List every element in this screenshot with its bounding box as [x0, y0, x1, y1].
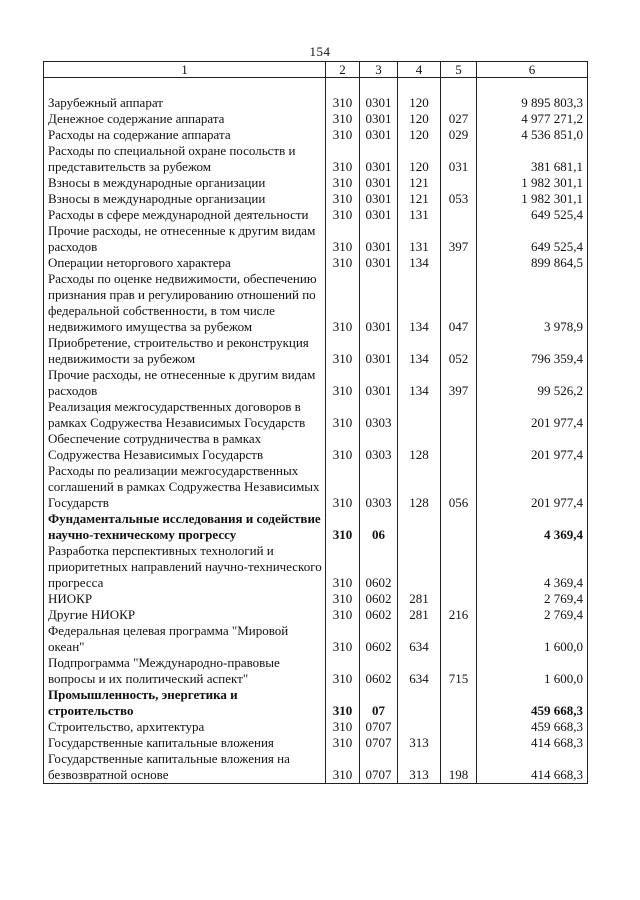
row-code-target: 120: [398, 95, 441, 111]
row-code-expense: [441, 687, 477, 719]
row-amount: 2 769,4: [477, 607, 588, 623]
row-amount: 9 895 803,3: [477, 95, 588, 111]
table-row: [44, 719, 588, 735]
row-amount: 459 668,3: [477, 687, 588, 719]
row-code-expense: [441, 399, 477, 431]
row-amount: 414 668,3: [477, 735, 588, 751]
table-row: [44, 223, 588, 255]
row-name: Федеральная целевая программа "Мировой океан": [44, 623, 326, 655]
row-code-section: 0707: [360, 735, 398, 751]
row-name: НИОКР: [44, 591, 326, 607]
table-row: [44, 255, 588, 271]
row-code-chapter: 310: [326, 591, 360, 607]
table-row: [44, 143, 588, 175]
row-name: Расходы на содержание аппарата: [44, 127, 326, 143]
row-code-section: 0602: [360, 623, 398, 655]
row-code-chapter: 310: [326, 223, 360, 255]
row-code-target: 121: [398, 175, 441, 191]
row-code-section: 0301: [360, 111, 398, 127]
row-name: Приобретение, строительство и реконструкция недвижимости за рубежом: [44, 335, 326, 367]
row-code-section: 0301: [360, 207, 398, 223]
row-name: Операции неторгового характера: [44, 255, 326, 271]
row-code-expense: 397: [441, 223, 477, 255]
row-code-expense: [441, 255, 477, 271]
row-code-section: 0301: [360, 367, 398, 399]
row-code-chapter: 310: [326, 751, 360, 784]
table-row: [44, 511, 588, 543]
row-amount: 649 525,4: [477, 207, 588, 223]
table-row: [44, 367, 588, 399]
row-amount: 201 977,4: [477, 399, 588, 431]
row-code-target: 121: [398, 191, 441, 207]
row-code-chapter: 310: [326, 431, 360, 463]
row-code-expense: [441, 719, 477, 735]
row-code-target: 131: [398, 223, 441, 255]
row-code-chapter: 310: [326, 127, 360, 143]
row-code-target: 634: [398, 623, 441, 655]
row-code-chapter: 310: [326, 463, 360, 511]
column-header-row: [44, 62, 588, 78]
row-code-expense: [441, 543, 477, 591]
row-code-section: 0602: [360, 607, 398, 623]
row-amount: 99 526,2: [477, 367, 588, 399]
row-code-chapter: 310: [326, 271, 360, 335]
row-code-section: 0303: [360, 463, 398, 511]
row-amount: 4 369,4: [477, 543, 588, 591]
row-amount: 899 864,5: [477, 255, 588, 271]
row-name: Фундаментальные исследования и содействие научно-техническому прогрессу: [44, 511, 326, 543]
row-code-target: 134: [398, 335, 441, 367]
row-code-section: 0301: [360, 143, 398, 175]
row-code-chapter: 310: [326, 207, 360, 223]
row-amount: 201 977,4: [477, 463, 588, 511]
row-code-expense: 029: [441, 127, 477, 143]
row-code-section: 0301: [360, 335, 398, 367]
row-code-chapter: 310: [326, 143, 360, 175]
row-code-chapter: 310: [326, 95, 360, 111]
row-code-expense: 056: [441, 463, 477, 511]
row-code-expense: 397: [441, 367, 477, 399]
row-code-target: 634: [398, 655, 441, 687]
table-row: [44, 399, 588, 431]
row-code-target: [398, 687, 441, 719]
row-code-chapter: 310: [326, 735, 360, 751]
row-code-expense: [441, 175, 477, 191]
row-name: Подпрограмма "Международно-правовые вопросы и их политический аспект": [44, 655, 326, 687]
row-name: Разработка перспективных технологий и приоритетных направлений научно-технического прогресса: [44, 543, 326, 591]
column-header: 4: [398, 62, 441, 78]
row-amount: 201 977,4: [477, 431, 588, 463]
row-code-section: 0602: [360, 655, 398, 687]
row-code-section: 0303: [360, 431, 398, 463]
row-code-expense: 027: [441, 111, 477, 127]
row-code-section: 06: [360, 511, 398, 543]
table-row: [44, 111, 588, 127]
row-code-section: 0301: [360, 95, 398, 111]
row-code-chapter: 310: [326, 191, 360, 207]
table-row: [44, 127, 588, 143]
row-code-chapter: 310: [326, 335, 360, 367]
row-name: Расходы в сфере международной деятельности: [44, 207, 326, 223]
row-code-target: 128: [398, 431, 441, 463]
row-code-target: 134: [398, 367, 441, 399]
row-name: Расходы по реализации межгосударственных соглашений в рамках Содружества Независимых Государств: [44, 463, 326, 511]
table-row: [44, 207, 588, 223]
row-code-chapter: 310: [326, 255, 360, 271]
budget-table: [43, 61, 588, 784]
row-name: Государственные капитальные вложения: [44, 735, 326, 751]
row-name: Взносы в международные организации: [44, 191, 326, 207]
spacer-row: [44, 78, 588, 96]
row-code-chapter: 310: [326, 543, 360, 591]
row-amount: 1 982 301,1: [477, 175, 588, 191]
table-row: [44, 751, 588, 784]
row-code-target: 134: [398, 271, 441, 335]
row-code-target: 128: [398, 463, 441, 511]
table-row: [44, 543, 588, 591]
row-name: Расходы по оценке недвижимости, обеспечению признания прав и регулированию отношений по федеральной собственности, в том числе недвижимого имущества за рубежом: [44, 271, 326, 335]
row-code-expense: 052: [441, 335, 477, 367]
table-row: [44, 191, 588, 207]
table-row: [44, 591, 588, 607]
row-amount: 381 681,1: [477, 143, 588, 175]
row-code-expense: 198: [441, 751, 477, 784]
row-amount: 1 600,0: [477, 623, 588, 655]
page-number: 154: [309, 44, 331, 59]
table-row: [44, 623, 588, 655]
row-code-expense: 053: [441, 191, 477, 207]
row-amount: 796 359,4: [477, 335, 588, 367]
column-header: 5: [441, 62, 477, 78]
row-amount: 459 668,3: [477, 719, 588, 735]
row-name: Прочие расходы, не отнесенные к другим видам расходов: [44, 367, 326, 399]
table-row: [44, 431, 588, 463]
row-code-target: [398, 719, 441, 735]
row-code-chapter: 310: [326, 687, 360, 719]
row-code-target: [398, 399, 441, 431]
row-code-target: 313: [398, 751, 441, 784]
table-row: [44, 735, 588, 751]
row-name: Расходы по специальной охране посольств и представительств за рубежом: [44, 143, 326, 175]
row-code-chapter: 310: [326, 367, 360, 399]
row-amount: 649 525,4: [477, 223, 588, 255]
row-code-section: 0707: [360, 751, 398, 784]
row-amount: 4 369,4: [477, 511, 588, 543]
row-name: Промышленность, энергетика и строительство: [44, 687, 326, 719]
table-row: [44, 463, 588, 511]
table-row: [44, 271, 588, 335]
column-header: 6: [477, 62, 588, 78]
row-code-section: 0602: [360, 591, 398, 607]
row-code-section: 0301: [360, 127, 398, 143]
table-row: [44, 95, 588, 111]
row-code-target: 131: [398, 207, 441, 223]
row-code-expense: [441, 591, 477, 607]
row-code-target: 281: [398, 607, 441, 623]
table-row: [44, 687, 588, 719]
column-header: 1: [44, 62, 326, 78]
row-code-section: 07: [360, 687, 398, 719]
row-code-chapter: 310: [326, 607, 360, 623]
row-code-expense: 031: [441, 143, 477, 175]
row-amount: 2 769,4: [477, 591, 588, 607]
row-code-expense: [441, 511, 477, 543]
table-row: [44, 655, 588, 687]
row-amount: 4 536 851,0: [477, 127, 588, 143]
row-code-expense: [441, 95, 477, 111]
row-code-target: 120: [398, 127, 441, 143]
row-code-expense: [441, 207, 477, 223]
row-code-chapter: 310: [326, 623, 360, 655]
row-code-chapter: 310: [326, 399, 360, 431]
row-name: Строительство, архитектура: [44, 719, 326, 735]
row-name: Обеспечение сотрудничества в рамках Содружества Независимых Государств: [44, 431, 326, 463]
row-code-target: 120: [398, 143, 441, 175]
table-row: [44, 175, 588, 191]
table-body: [44, 78, 588, 784]
row-code-chapter: 310: [326, 111, 360, 127]
row-code-target: 134: [398, 255, 441, 271]
row-code-section: 0301: [360, 191, 398, 207]
column-header: 3: [360, 62, 398, 78]
row-name: Денежное содержание аппарата: [44, 111, 326, 127]
row-name: Другие НИОКР: [44, 607, 326, 623]
row-code-expense: 715: [441, 655, 477, 687]
row-amount: 414 668,3: [477, 751, 588, 784]
column-header: 2: [326, 62, 360, 78]
row-code-expense: [441, 735, 477, 751]
row-code-expense: 216: [441, 607, 477, 623]
row-code-section: 0301: [360, 175, 398, 191]
row-code-expense: 047: [441, 271, 477, 335]
row-amount: 1 600,0: [477, 655, 588, 687]
table-row: [44, 335, 588, 367]
row-name: Взносы в международные организации: [44, 175, 326, 191]
row-code-target: [398, 511, 441, 543]
row-name: Зарубежный аппарат: [44, 95, 326, 111]
row-code-chapter: 310: [326, 655, 360, 687]
row-code-expense: [441, 623, 477, 655]
row-code-section: 0301: [360, 271, 398, 335]
table-row: [44, 607, 588, 623]
row-code-section: 0707: [360, 719, 398, 735]
row-code-section: 0301: [360, 255, 398, 271]
row-amount: 4 977 271,2: [477, 111, 588, 127]
row-amount: 1 982 301,1: [477, 191, 588, 207]
row-code-expense: [441, 431, 477, 463]
row-name: Прочие расходы, не отнесенные к другим видам расходов: [44, 223, 326, 255]
row-name: Государственные капитальные вложения на безвозвратной основе: [44, 751, 326, 784]
row-code-target: 313: [398, 735, 441, 751]
row-name: Реализация межгосударственных договоров в рамках Содружества Независимых Государств: [44, 399, 326, 431]
row-code-target: [398, 543, 441, 591]
row-code-section: 0602: [360, 543, 398, 591]
row-code-section: 0303: [360, 399, 398, 431]
row-code-chapter: 310: [326, 511, 360, 543]
row-code-section: 0301: [360, 223, 398, 255]
row-code-chapter: 310: [326, 719, 360, 735]
row-code-target: 281: [398, 591, 441, 607]
row-code-target: 120: [398, 111, 441, 127]
row-amount: 3 978,9: [477, 271, 588, 335]
row-code-chapter: 310: [326, 175, 360, 191]
